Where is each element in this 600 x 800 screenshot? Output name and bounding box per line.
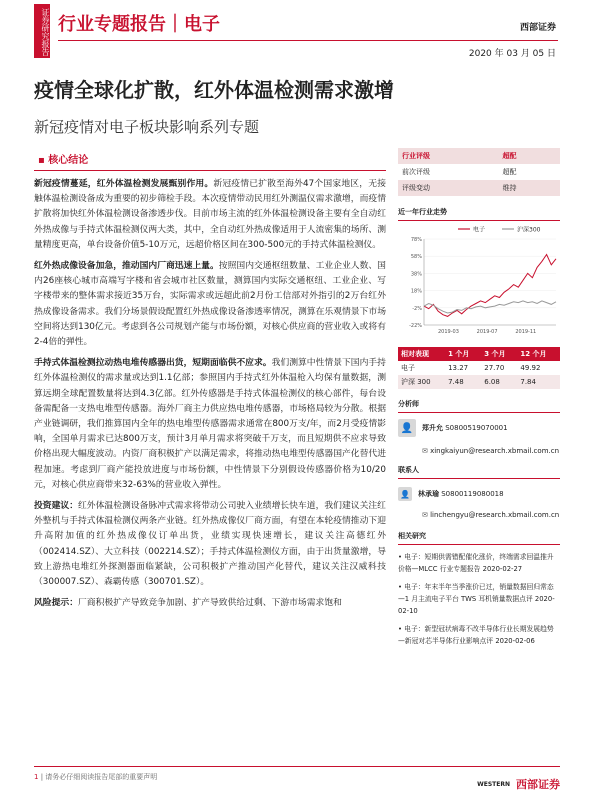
email-text: xingkaiyun@research.xbmail.com.cn <box>430 447 560 455</box>
paragraph-lead: 新冠疫情蔓延，红外体温检测发展甄别作用。 <box>34 179 214 189</box>
analyst-entry <box>398 419 560 437</box>
x-tick-label: 2019-07 <box>476 329 498 335</box>
conclusion-paragraph <box>34 356 386 493</box>
rating-label: 评级变动 <box>398 180 499 196</box>
conclusion-paragraph <box>34 177 386 253</box>
contacts-heading: 联系人 <box>398 465 560 479</box>
paragraph-text: 厂商积极扩产导致竞争加剧、扩产导致供给过剩、下游市场需求饱和 <box>78 598 342 609</box>
related-report-item: • 电子：年末半年当季涨价已过，销量数据回归常态—1 月主流电子平台 TWS 耳机销量数据点评 2020-02-10 <box>398 583 555 615</box>
rating-label: 行业评级 <box>398 148 499 164</box>
rating-row <box>398 180 560 196</box>
y-tick-label: 18% <box>410 288 422 295</box>
brand-name: 西部证券 <box>519 23 556 33</box>
x-tick-label: 2019-11 <box>515 329 537 335</box>
performance-cell: 6.08 <box>481 375 517 389</box>
paragraph-lead: 红外热成像设备加急，推动国内厂商迅速上量。 <box>34 261 219 272</box>
performance-row <box>398 375 560 389</box>
report-date: 2020 年 03 月 05 日 <box>468 49 556 59</box>
performance-header-row <box>398 347 560 361</box>
performance-table <box>398 347 560 389</box>
x-tick-label: 2019-03 <box>438 329 459 335</box>
y-tick-label: -2% <box>412 305 422 312</box>
y-tick-label: 38% <box>410 271 422 278</box>
core-conclusions <box>34 148 386 611</box>
analyst-name-text: 林承瑜 <box>418 490 439 498</box>
footer-logo: WESTERN 西部证券 <box>477 778 560 791</box>
performance-row <box>398 361 560 375</box>
rating-value: 超配 <box>499 148 560 164</box>
email-icon: ✉ <box>422 447 431 455</box>
sub-title: 新冠疫情对电子板块影响系列专题 <box>34 118 260 136</box>
trend-chart <box>398 204 560 341</box>
paragraph-lead: 投资建议： <box>34 501 78 512</box>
analyst-code: S0800119080018 <box>439 490 504 498</box>
chart-title: 近一年行业走势 <box>398 204 560 221</box>
rating-row <box>398 164 560 180</box>
performance-cell: 沪深 300 <box>398 375 445 389</box>
conclusion-paragraph <box>34 499 386 590</box>
email-icon: ✉ <box>422 511 431 519</box>
conclusion-paragraph <box>34 259 386 350</box>
analyst-entry <box>398 487 560 501</box>
performance-cell: 27.70 <box>484 364 505 372</box>
analyst-info <box>422 423 508 433</box>
report-category-title: 行业专题报告｜电子 <box>58 14 220 35</box>
y-tick-label: -22% <box>409 323 422 329</box>
performance-header-cell: 3 个月 <box>481 347 517 361</box>
footer-note: 1 | 请务必仔细阅读报告尾部的重要声明 <box>34 773 158 781</box>
rating-label: 前次评级 <box>402 168 430 176</box>
analyst-email <box>422 447 560 455</box>
paragraph-lead: 风险提示： <box>34 598 78 609</box>
performance-header-cell: 12 个月 <box>517 347 560 361</box>
core-heading: ▪ 核心结论 <box>34 148 386 171</box>
related-report-item: • 电子：新型冠状病毒不改半导体行业长期发展趋势—新冠对芯半导体行业影响点评 2020-02-06 <box>398 625 554 645</box>
rating-row <box>398 148 560 164</box>
legend-label: 沪深300 <box>517 226 541 234</box>
email-text: linchengyu@research.xbmail.com.cn <box>430 511 560 519</box>
analyst-email <box>422 511 560 519</box>
analyst-name <box>422 423 508 433</box>
analyst-name <box>418 489 504 499</box>
legend-label: 电子 <box>473 226 486 234</box>
analyst-info <box>418 489 504 499</box>
report-type-tag: 证券研究报告 <box>34 4 50 58</box>
performance-cell: 7.48 <box>445 375 481 389</box>
y-tick-label: 78% <box>410 237 422 243</box>
paragraph-text: 我们测算中性情景下国内手持红外体温检测仪的需求量或达到1.1亿部；参照国内手持式红外体温枪入均保有量数据，测算远期全球配置数量将达到4.3亿部。红外传感器是手持式体温检测仪的核心部件，每台设备需配备一支热电堆型传感器。海外厂商主力供应热电堆传感器，市场格局较为分散。根据产业链调研，我们推算国内全年的热电堆型传感器需求通常在800万支/年，而2月受疫情影响，全国单月需求已达800万支，预计3月单月需求将突破千万支，而且短期供不应求导致价格出现大幅度波动。内资厂商积极扩产以满足需求，将推动热电堆型传感器国产化替代进程加速。考虑到厂商产能投放进度与市场份额，中性情景下分别假设传感器价格为10/20元，对核心供应商带来32-63%的营业收入弹性。 <box>34 358 386 490</box>
performance-cell: 电子 <box>401 364 415 372</box>
performance-cell: 7.84 <box>517 375 560 389</box>
related-report-item: • 电子：短期供需错配催化涨价，终端需求回温推升价格—MLCC 行业专题报告 2020-02-27 <box>398 553 554 573</box>
avatar: 👤 <box>398 487 412 501</box>
related-heading: 相关研究 <box>398 531 560 545</box>
footer-divider <box>34 766 560 767</box>
sidebar <box>398 148 560 647</box>
bullet-icon: ▪ <box>38 155 49 166</box>
trend-chart-svg <box>398 221 560 339</box>
analysts-heading: 分析师 <box>398 399 560 413</box>
rating-value: 维持 <box>499 180 560 196</box>
paragraph-text: 红外体温检测设备脉冲式需求将带动公司驶入业绩增长快车道，我们建议关注红外整机与手持式体温检测仪两条产业链。红外热成像仪厂商方面，有望在本轮疫情推动下迎升高附加值的红外热成像仪订单出货，业绩实现快速增长，建议关注高德红外（002414.SZ）、大立科技（002214.SZ）；手持式体温检测仪方面，由于出货量激增，导致上游热电堆红外探测器面临紧缺，公司积极扩产推动国产化替代，建议关注汉威科技（300007.SZ）、森霸传感（300701.SZ）。 <box>34 501 386 588</box>
performance-cell: 49.92 <box>520 364 541 372</box>
analyst-name-text: 郑升允 <box>422 424 443 432</box>
avatar: 👤 <box>398 419 416 437</box>
rating-value: 超配 <box>502 168 517 176</box>
y-tick-label: 58% <box>410 254 422 261</box>
paragraph-text: 新冠疫情已扩散至海外47个国家地区，无接触体温检测设备成为重要的初步筛检手段。本次疫情带动民用红外测温仪需求激增，而疫情扩散将加快红外体温检测设备渗透步伐。目前市场主流的红外体温检测设备主要有全自动红外热成像与手持式体温检测仪两大类，其中，全自动红外热成像适用于人流密集的场所、测量精度更高，单台设备价值5-10万元，远超价格区间在300-500元的手持式体温检测仪。 <box>34 179 386 250</box>
paragraph-text: 按照国内交通枢纽数量、工业企业人数、国内26座核心城市高端写字楼和省会城市社区数量，测算国内实际交通枢纽、工业企业、写字楼带来的整体需求接近35万台，实际需求或远超此前2月份工信部对外指引的2万台红外热成像设备需求。我们分场景假设配置红外热成像设备渗透率情况，测算在乐观情景下市场空间将达到130亿元。考虑到各公司规划产能与市场份额，对核心供应商的营业收入或将有2-4倍的弹性。 <box>34 261 386 348</box>
paragraph-lead: 手持式体温检测拉动热电堆传感器出货，短期面临供不应求。 <box>34 358 272 369</box>
performance-cell: 13.27 <box>448 364 469 372</box>
conclusion-paragraph <box>34 596 386 611</box>
series-line-hs300 <box>424 301 556 313</box>
analyst-code: S0800519070001 <box>443 424 508 432</box>
rating-table <box>398 148 560 196</box>
performance-header-cell: 1 个月 <box>445 347 481 361</box>
performance-header-cell: 相对表现 <box>398 347 445 361</box>
main-title: 疫情全球化扩散，红外体温检测需求激增 <box>34 78 394 102</box>
header-divider <box>58 40 558 41</box>
